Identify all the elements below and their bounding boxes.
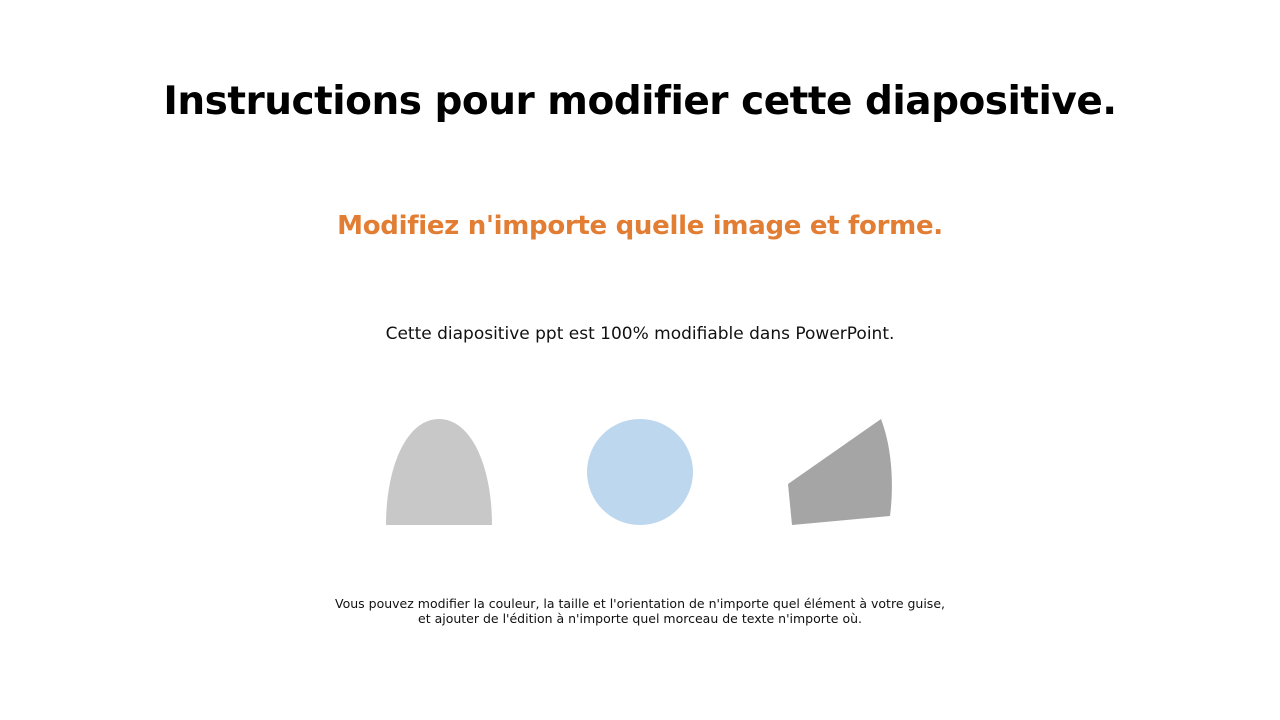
wedge-shape-fill bbox=[788, 419, 892, 525]
dome-shape-fill bbox=[386, 419, 492, 525]
wedge-shape[interactable] bbox=[784, 418, 894, 528]
slide-subtitle: Modifiez n'importe quelle image et forme. bbox=[337, 211, 943, 241]
slide-footer-text bbox=[0, 596, 1280, 626]
footer-line-1: Vous pouvez modifier la couleur, la taille et l'orientation de n'importe quel élément à votre guise, bbox=[335, 596, 945, 611]
circle-shape-fill bbox=[587, 419, 693, 525]
dome-shape[interactable] bbox=[384, 418, 494, 528]
slide-lead-text: Cette diapositive ppt est 100% modifiable dans PowerPoint. bbox=[385, 324, 895, 344]
slide-title: Instructions pour modifier cette diapositive. bbox=[163, 79, 1117, 124]
footer-line-2: et ajouter de l'édition à n'importe quel morceau de texte n'importe où. bbox=[418, 611, 862, 626]
circle-shape[interactable] bbox=[585, 418, 695, 528]
